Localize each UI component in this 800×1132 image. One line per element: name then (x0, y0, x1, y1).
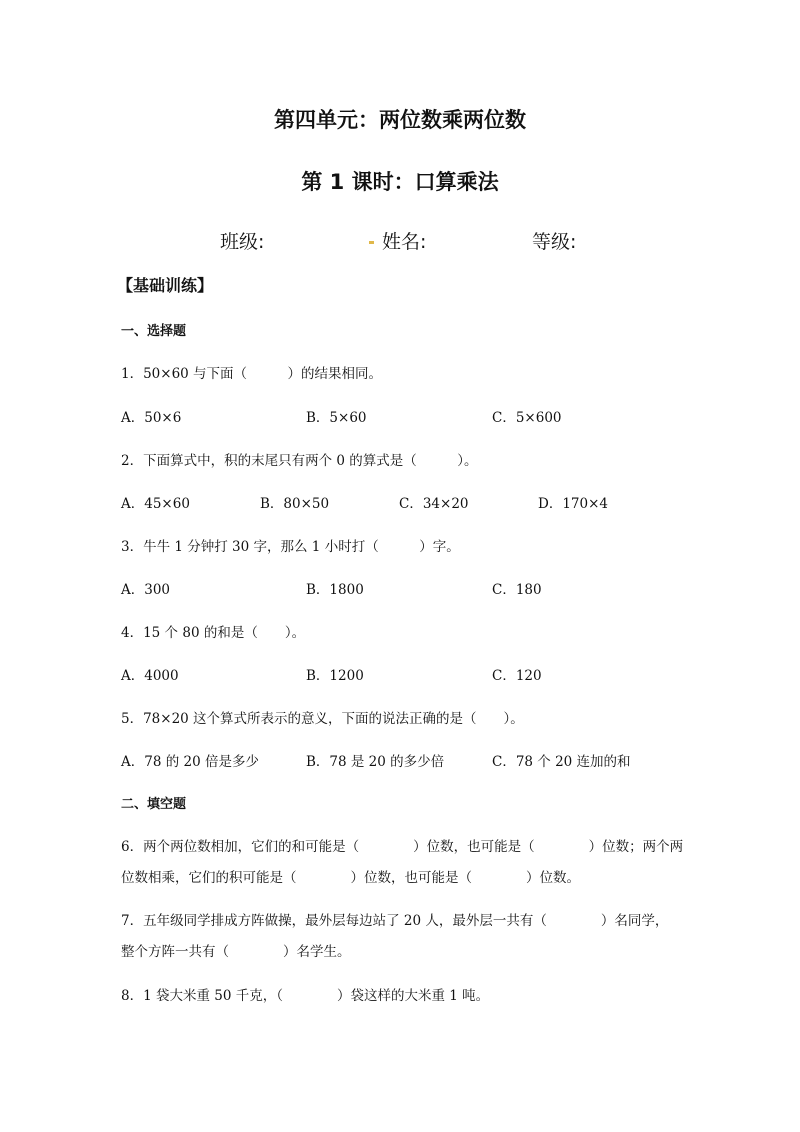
q4-option-a: A．4000 (121, 668, 179, 684)
question-7-line2: 整个方阵一共有（ ）名学生。 (121, 944, 351, 960)
unit-title: 第四单元：两位数乘两位数 (274, 108, 526, 132)
q4-option-c: C．120 (492, 668, 542, 684)
question-5: 5．78×20 这个算式所表示的意义，下面的说法正确的是（ ）。 (121, 711, 524, 727)
question-4: 4．15 个 80 的和是（ ）。 (121, 625, 306, 641)
q1-option-c: C．5×600 (492, 410, 562, 426)
question-2: 2．下面算式中，积的末尾只有两个 0 的算式是（ ）。 (121, 453, 478, 469)
question-6-line2: 位数相乘，它们的积可能是（ ）位数，也可能是（ ）位数。 (121, 870, 580, 886)
q4-option-b: B．1200 (306, 668, 364, 684)
question-1: 1．50×60 与下面（ ）的结果相同。 (121, 366, 383, 382)
q2-option-a: A．45×60 (121, 496, 190, 512)
grade-label: 等级: (532, 231, 577, 253)
q3-option-b: B．1800 (306, 582, 364, 598)
q2-option-b: B．80×50 (260, 496, 330, 512)
q2-option-d: D．170×4 (538, 496, 608, 512)
question-7-line1: 7．五年级同学排成方阵做操，最外层每边站了 20 人，最外层一共有（ ）名同学， (121, 913, 669, 929)
highlight-mark (369, 241, 374, 244)
q5-option-b: B．78 是 20 的多少倍 (306, 754, 445, 770)
question-8: 8．1 袋大米重 50 千克，（ ）袋这样的大米重 1 吨。 (121, 988, 490, 1004)
q2-option-c: C．34×20 (399, 496, 469, 512)
section-basic-training: 【基础训练】 (117, 276, 214, 295)
lesson-title: 第 1 课时：口算乘法 (301, 170, 499, 194)
part2-title: 二、填空题 (121, 797, 187, 812)
name-label: 姓名: (382, 231, 427, 253)
q3-option-a: A．300 (121, 582, 171, 598)
question-3: 3．牛牛 1 分钟打 30 字，那么 1 小时打（ ）字。 (121, 539, 460, 555)
q5-option-a: A．78 的 20 倍是多少 (121, 754, 259, 770)
class-label: 班级: (220, 231, 265, 253)
q5-option-c: C．78 个 20 连加的和 (492, 754, 631, 770)
q1-option-b: B．5×60 (306, 410, 367, 426)
part1-title: 一、选择题 (121, 324, 187, 339)
q3-option-c: C．180 (492, 582, 542, 598)
question-6-line1: 6．两个两位数相加，它们的和可能是（ ）位数，也可能是（ ）位数；两个两 (121, 839, 684, 855)
q1-option-a: A．50×6 (121, 410, 182, 426)
